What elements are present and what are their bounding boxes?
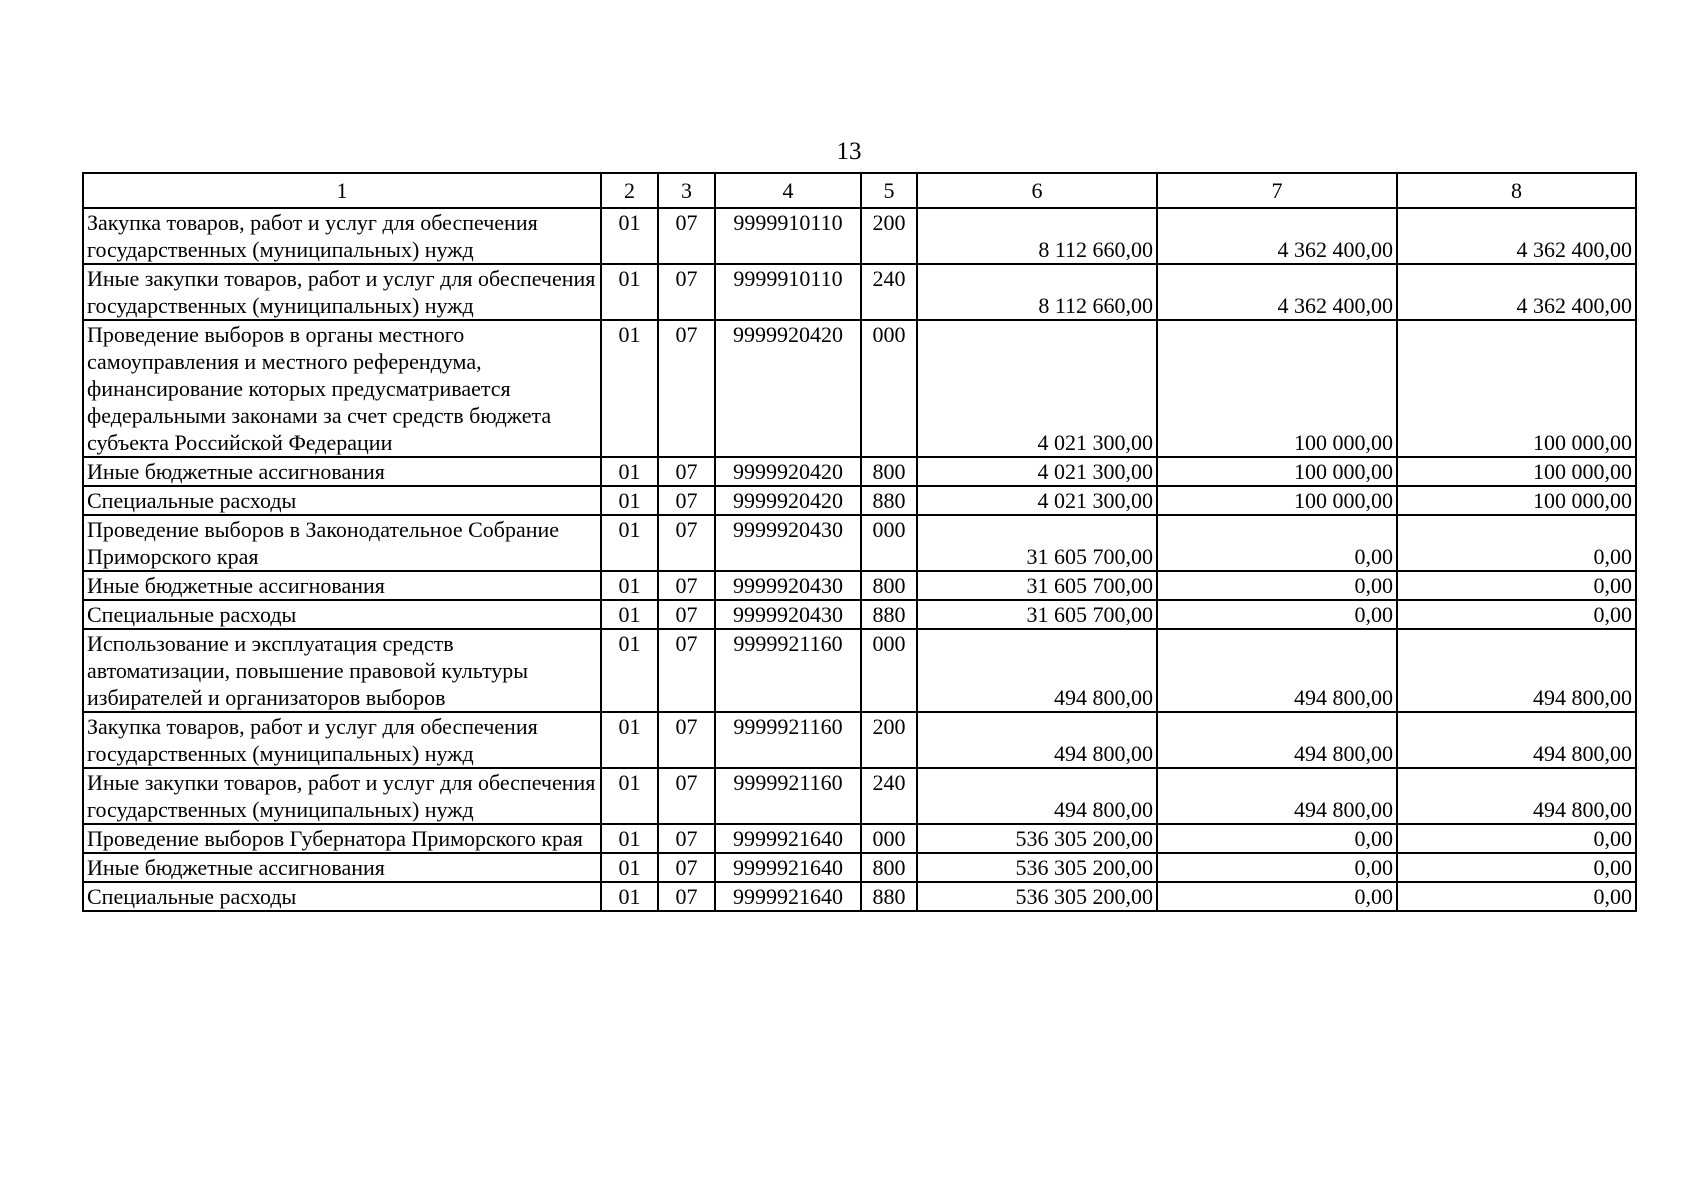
- table-row: [83, 457, 1636, 486]
- row-code-3: 07: [658, 486, 715, 515]
- row-code-5: 000: [861, 629, 917, 712]
- header-col-4: 4: [715, 173, 861, 208]
- row-amount-7: 0,00: [1157, 571, 1397, 600]
- row-amount-8: 0,00: [1397, 600, 1636, 629]
- row-code-4: 9999920420: [715, 320, 861, 457]
- table-row: [83, 515, 1636, 571]
- row-code-3: 07: [658, 629, 715, 712]
- row-name: Иные бюджетные ассигнования: [83, 571, 601, 600]
- budget-table: [82, 172, 1637, 912]
- row-amount-8: 100 000,00: [1397, 320, 1636, 457]
- row-code-3: 07: [658, 571, 715, 600]
- row-code-5: 880: [861, 882, 917, 911]
- header-col-3: 3: [658, 173, 715, 208]
- row-amount-8: 0,00: [1397, 853, 1636, 882]
- row-code-4: 9999910110: [715, 208, 861, 264]
- row-name: Иные закупки товаров, работ и услуг для обеспечения государственных (муниципальных) нужд: [83, 768, 601, 824]
- row-code-3: 07: [658, 824, 715, 853]
- row-code-4: 9999910110: [715, 264, 861, 320]
- row-code-2: 01: [601, 824, 658, 853]
- table-row: [83, 208, 1636, 264]
- row-code-4: 9999920430: [715, 515, 861, 571]
- row-code-2: 01: [601, 768, 658, 824]
- row-code-2: 01: [601, 600, 658, 629]
- row-code-2: 01: [601, 571, 658, 600]
- row-name: Специальные расходы: [83, 600, 601, 629]
- row-code-3: 07: [658, 457, 715, 486]
- row-name: Проведение выборов в органы местного самоуправления и местного референдума, финансирование которых предусматривается федеральными законами за счет средств бюджета субъекта Российской Федерации: [83, 320, 601, 457]
- row-code-5: 800: [861, 853, 917, 882]
- row-amount-8: 100 000,00: [1397, 457, 1636, 486]
- row-amount-7: 0,00: [1157, 824, 1397, 853]
- row-amount-8: 0,00: [1397, 515, 1636, 571]
- row-code-3: 07: [658, 853, 715, 882]
- row-amount-6: 536 305 200,00: [917, 853, 1157, 882]
- row-code-4: 9999921160: [715, 712, 861, 768]
- row-code-4: 9999921160: [715, 768, 861, 824]
- row-amount-8: 494 800,00: [1397, 629, 1636, 712]
- row-amount-7: 100 000,00: [1157, 320, 1397, 457]
- row-amount-6: 536 305 200,00: [917, 882, 1157, 911]
- row-amount-6: 31 605 700,00: [917, 600, 1157, 629]
- header-col-1: 1: [83, 173, 601, 208]
- row-amount-7: 0,00: [1157, 882, 1397, 911]
- row-code-5: 000: [861, 515, 917, 571]
- row-code-5: 000: [861, 320, 917, 457]
- row-amount-8: 494 800,00: [1397, 768, 1636, 824]
- row-code-2: 01: [601, 515, 658, 571]
- row-amount-8: 0,00: [1397, 824, 1636, 853]
- table-body: [83, 208, 1636, 911]
- row-code-5: 800: [861, 571, 917, 600]
- row-code-5: 880: [861, 600, 917, 629]
- row-code-4: 9999921640: [715, 882, 861, 911]
- row-amount-8: 0,00: [1397, 571, 1636, 600]
- table-row: [83, 768, 1636, 824]
- row-amount-7: 100 000,00: [1157, 457, 1397, 486]
- row-code-3: 07: [658, 768, 715, 824]
- table-row: [83, 486, 1636, 515]
- row-amount-7: 4 362 400,00: [1157, 264, 1397, 320]
- row-code-3: 07: [658, 600, 715, 629]
- row-code-2: 01: [601, 320, 658, 457]
- row-amount-7: 0,00: [1157, 853, 1397, 882]
- row-code-3: 07: [658, 515, 715, 571]
- row-code-3: 07: [658, 320, 715, 457]
- table-row: [83, 824, 1636, 853]
- row-code-4: 9999921640: [715, 824, 861, 853]
- row-amount-7: 0,00: [1157, 600, 1397, 629]
- row-amount-8: 4 362 400,00: [1397, 264, 1636, 320]
- row-name: Иные бюджетные ассигнования: [83, 853, 601, 882]
- row-code-5: 800: [861, 457, 917, 486]
- row-code-4: 9999920420: [715, 457, 861, 486]
- row-code-2: 01: [601, 486, 658, 515]
- row-code-3: 07: [658, 264, 715, 320]
- row-code-5: 000: [861, 824, 917, 853]
- table-row: [83, 853, 1636, 882]
- row-amount-7: 100 000,00: [1157, 486, 1397, 515]
- row-amount-8: 4 362 400,00: [1397, 208, 1636, 264]
- row-name: Специальные расходы: [83, 882, 601, 911]
- header-col-7: 7: [1157, 173, 1397, 208]
- table-row: [83, 600, 1636, 629]
- row-name: Иные закупки товаров, работ и услуг для обеспечения государственных (муниципальных) нужд: [83, 264, 601, 320]
- row-name: Иные бюджетные ассигнования: [83, 457, 601, 486]
- header-col-8: 8: [1397, 173, 1636, 208]
- row-name: Специальные расходы: [83, 486, 601, 515]
- row-amount-6: 494 800,00: [917, 629, 1157, 712]
- row-amount-6: 31 605 700,00: [917, 515, 1157, 571]
- header-col-6: 6: [917, 173, 1157, 208]
- row-code-5: 200: [861, 712, 917, 768]
- row-code-3: 07: [658, 712, 715, 768]
- row-amount-8: 0,00: [1397, 882, 1636, 911]
- row-code-3: 07: [658, 208, 715, 264]
- row-name: Проведение выборов Губернатора Приморского края: [83, 824, 601, 853]
- table-row: [83, 882, 1636, 911]
- row-amount-7: 494 800,00: [1157, 712, 1397, 768]
- header-col-5: 5: [861, 173, 917, 208]
- row-code-5: 240: [861, 768, 917, 824]
- page-number: 13: [836, 138, 862, 165]
- table-row: [83, 712, 1636, 768]
- row-amount-6: 536 305 200,00: [917, 824, 1157, 853]
- table-row: [83, 264, 1636, 320]
- table-row: [83, 629, 1636, 712]
- row-code-2: 01: [601, 853, 658, 882]
- row-amount-7: 0,00: [1157, 515, 1397, 571]
- row-code-2: 01: [601, 457, 658, 486]
- row-code-2: 01: [601, 264, 658, 320]
- row-amount-7: 494 800,00: [1157, 768, 1397, 824]
- row-code-4: 9999921640: [715, 853, 861, 882]
- header-col-2: 2: [601, 173, 658, 208]
- row-name: Использование и эксплуатация средств автоматизации, повышение правовой культуры избирателей и организаторов выборов: [83, 629, 601, 712]
- row-code-2: 01: [601, 629, 658, 712]
- row-amount-8: 100 000,00: [1397, 486, 1636, 515]
- row-code-4: 9999920430: [715, 600, 861, 629]
- row-code-2: 01: [601, 882, 658, 911]
- row-amount-7: 494 800,00: [1157, 629, 1397, 712]
- row-amount-6: 494 800,00: [917, 712, 1157, 768]
- table-row: [83, 320, 1636, 457]
- row-amount-6: 4 021 300,00: [917, 457, 1157, 486]
- row-amount-6: 4 021 300,00: [917, 320, 1157, 457]
- row-amount-6: 494 800,00: [917, 768, 1157, 824]
- row-amount-6: 8 112 660,00: [917, 208, 1157, 264]
- row-code-5: 200: [861, 208, 917, 264]
- row-code-5: 880: [861, 486, 917, 515]
- row-name: Проведение выборов в Законодательное Собрание Приморского края: [83, 515, 601, 571]
- row-code-3: 07: [658, 882, 715, 911]
- row-name: Закупка товаров, работ и услуг для обеспечения государственных (муниципальных) нужд: [83, 208, 601, 264]
- row-amount-7: 4 362 400,00: [1157, 208, 1397, 264]
- row-code-2: 01: [601, 712, 658, 768]
- row-amount-8: 494 800,00: [1397, 712, 1636, 768]
- row-code-4: 9999920420: [715, 486, 861, 515]
- row-code-2: 01: [601, 208, 658, 264]
- row-code-4: 9999920430: [715, 571, 861, 600]
- row-amount-6: 8 112 660,00: [917, 264, 1157, 320]
- header-row: [83, 173, 1636, 208]
- row-amount-6: 4 021 300,00: [917, 486, 1157, 515]
- table-row: [83, 571, 1636, 600]
- row-code-5: 240: [861, 264, 917, 320]
- row-amount-6: 31 605 700,00: [917, 571, 1157, 600]
- row-code-4: 9999921160: [715, 629, 861, 712]
- row-name: Закупка товаров, работ и услуг для обеспечения государственных (муниципальных) нужд: [83, 712, 601, 768]
